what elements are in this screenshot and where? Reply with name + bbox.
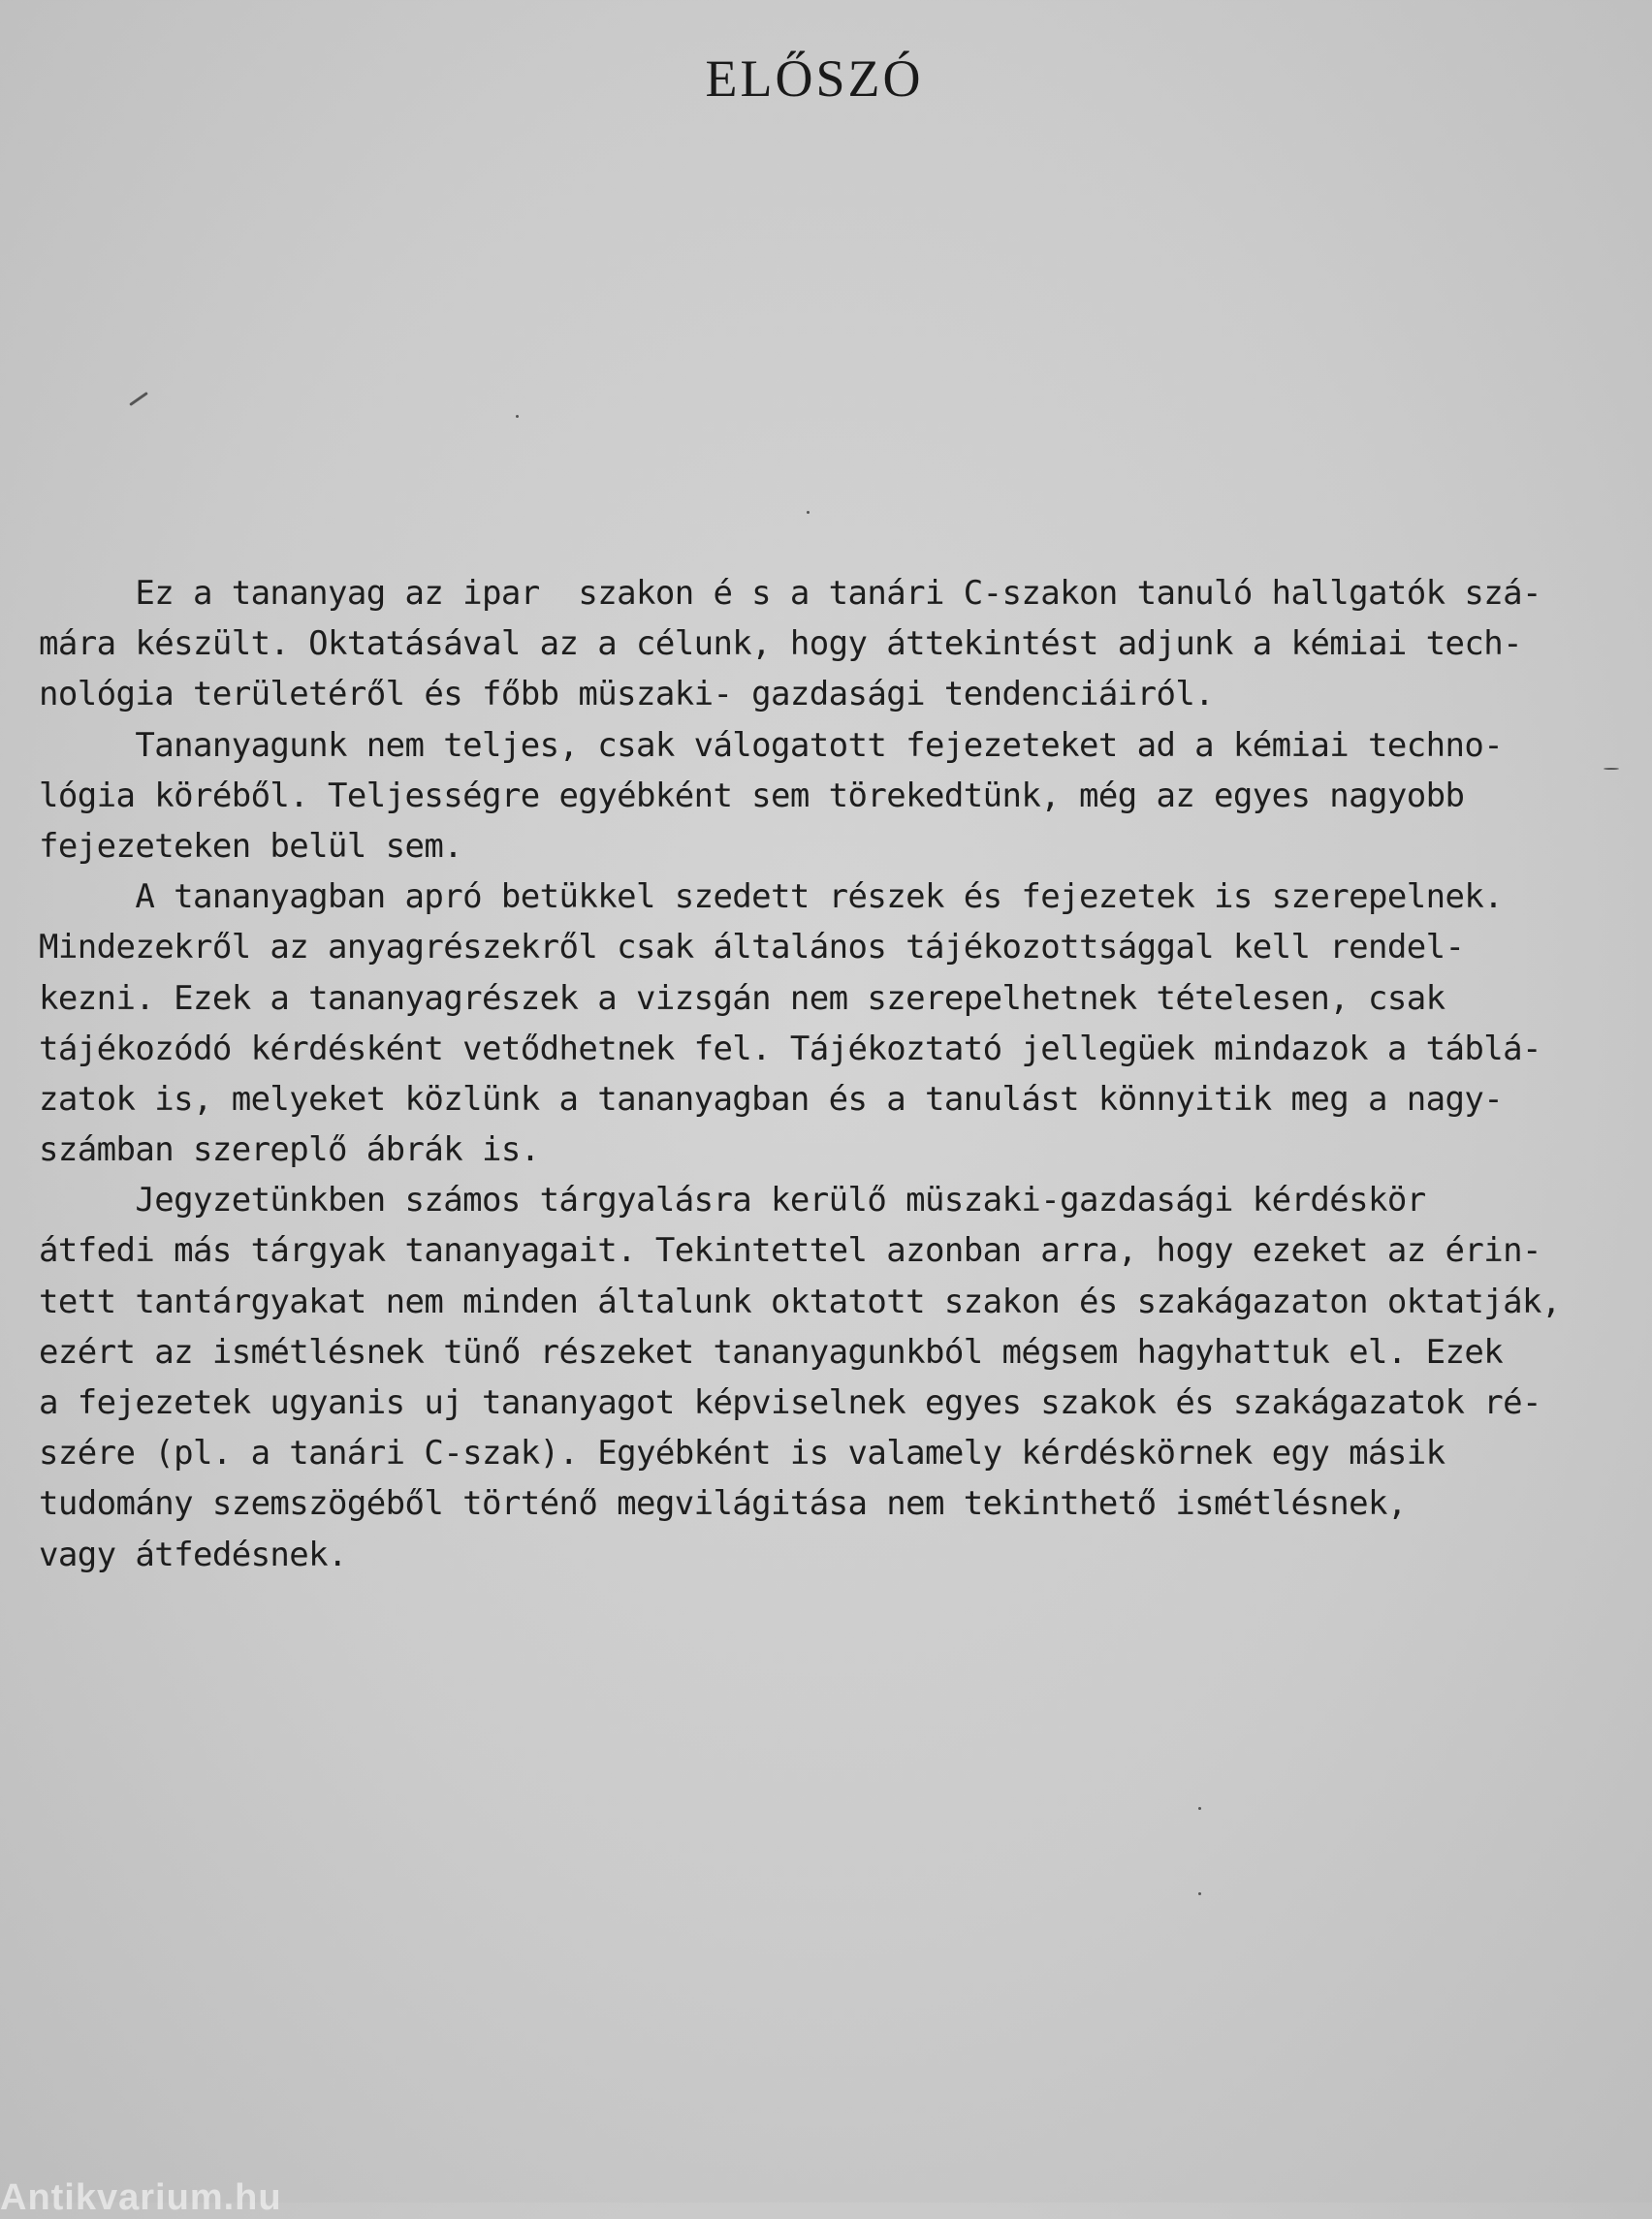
text-line: zatok is, melyeket közlünk a tananyagban és a tanulást könnyitik meg a nagy-: [39, 1079, 1504, 1119]
text-line: Ez a tananyag az ipar szakon é s a tanári C-szakon tanuló hallgatók szá-: [39, 574, 1541, 613]
paper-speck: [1604, 768, 1619, 770]
text-line: Mindezekről az anyagrészekről csak általános tájékozottsággal kell rendel-: [39, 928, 1465, 967]
text-line: nológia területéről és főbb müszaki- gazdasági tendenciáiról.: [39, 675, 1215, 714]
text-line: ezért az ismétlésnek tünő részeket tananyagunkból mégsem hagyhattuk el. Ezek: [39, 1332, 1504, 1372]
paper-speck: [129, 392, 148, 406]
text-line: kezni. Ezek a tananyagrészek a vizsgán nem szerepelhetnek tételesen, csak: [39, 978, 1446, 1018]
paper-speck: [516, 415, 519, 418]
text-line: vagy átfedésnek.: [39, 1535, 347, 1574]
text-line: szére (pl. a tanári C-szak). Egyébként is valamely kérdéskörnek egy másik: [39, 1434, 1446, 1474]
text-line: Tananyagunk nem teljes, csak válogatott fejezeteket ad a kémiai techno-: [39, 725, 1504, 765]
paper-speck: [1198, 1892, 1201, 1895]
text-line: tudomány szemszögéből történő megvilágitása nem tekinthető ismétlésnek,: [39, 1484, 1407, 1524]
text-line: számban szereplő ábrák is.: [39, 1130, 540, 1170]
watermark-logo: Antikvarium.hu: [0, 2177, 282, 2218]
page-title: ELŐSZÓ: [705, 49, 924, 108]
text-line: lógia köréből. Teljességre egyébként sem törekedtünk, még az egyes nagyobb: [39, 776, 1465, 815]
paper-speck: [1198, 1807, 1201, 1810]
text-line: átfedi más tárgyak tananyagait. Tekintettel azonban arra, hogy ezeket az érin-: [39, 1231, 1541, 1271]
text-line: tett tantárgyakat nem minden általunk oktatott szakon és szakágazaton oktatják,: [39, 1282, 1561, 1321]
text-line: fejezeteken belül sem.: [39, 826, 463, 866]
text-line: Jegyzetünkben számos tárgyalásra kerülő müszaki-gazdasági kérdéskör: [39, 1181, 1426, 1220]
text-line: a fejezetek ugyanis uj tananyagot képviselnek egyes szakok és szakágazatok ré-: [39, 1383, 1541, 1422]
paper-speck: [807, 511, 810, 514]
preface-body: [39, 568, 1648, 1580]
text-line: mára készült. Oktatásával az a célunk, hogy áttekintést adjunk a kémiai tech-: [39, 624, 1522, 664]
text-line: tájékozódó kérdésként vetődhetnek fel. Tájékoztató jellegüek mindazok a táblá-: [39, 1029, 1541, 1068]
text-line: A tananyagban apró betükkel szedett részek és fejezetek is szerepelnek.: [39, 877, 1504, 917]
